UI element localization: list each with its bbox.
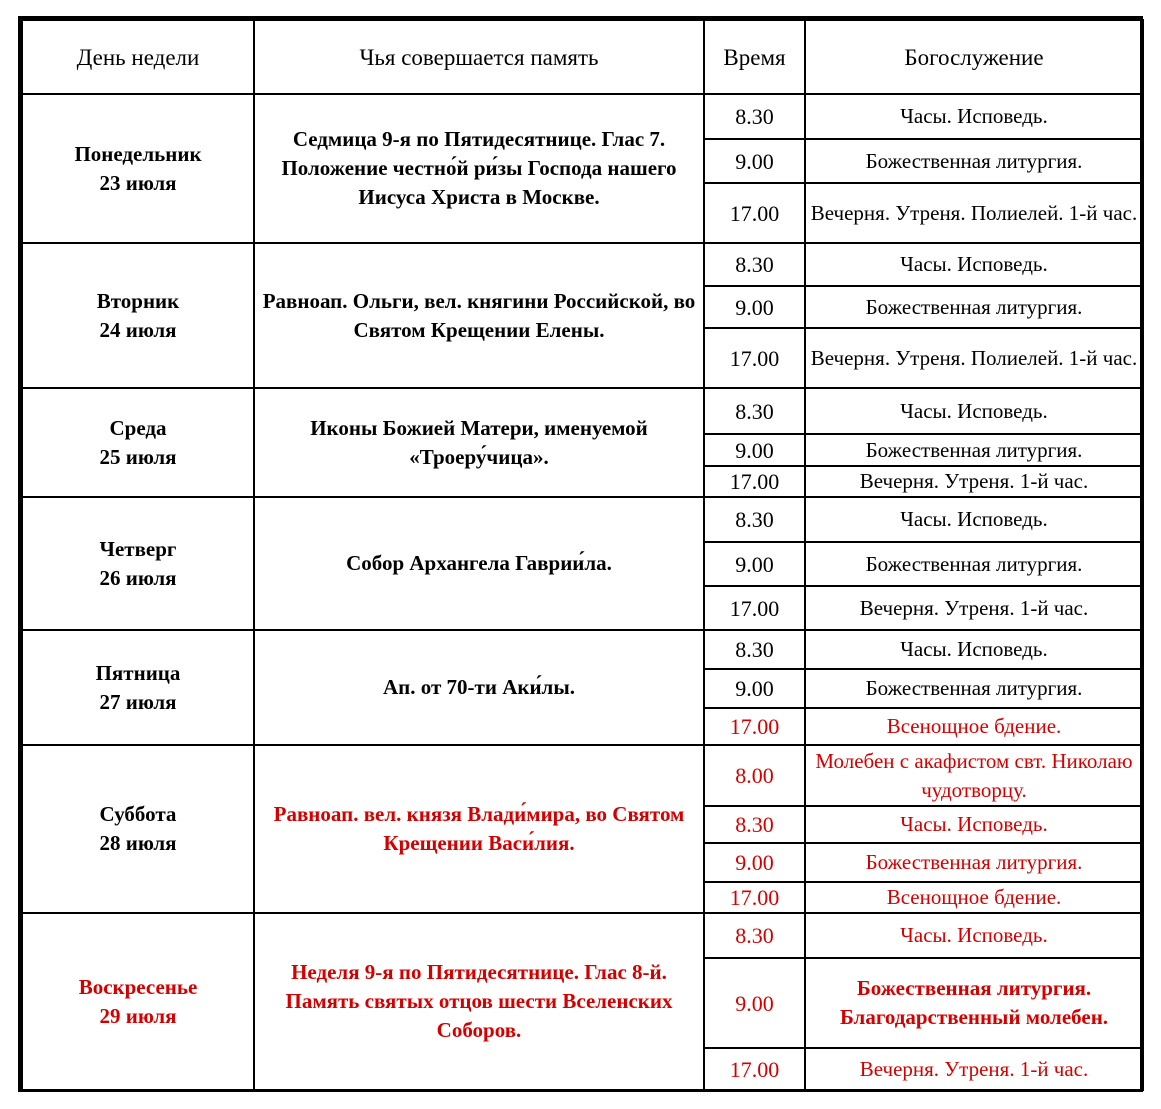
time-cell: 8.30: [704, 913, 805, 958]
service-cell: Вечерня. Утреня. 1-й час.: [805, 586, 1143, 630]
service-cell: Божественная литургия.: [805, 843, 1143, 882]
header-row: [22, 20, 1143, 94]
table-row: [22, 388, 1143, 434]
day-date: 23 июля: [99, 170, 177, 195]
time-cell: 9.00: [704, 139, 805, 183]
service-cell: Часы. Исповедь.: [805, 497, 1143, 542]
day-name: Понедельник: [74, 141, 202, 166]
service-cell: Вечерня. Утреня. 1-й час.: [805, 466, 1143, 497]
service-cell: Часы. Исповедь.: [805, 806, 1143, 843]
service-cell: Божественная литургия.: [805, 434, 1143, 466]
memory-cell: Неделя 9-я по Пятидесятнице. Глас 8-й. Память святых отцов шести Вселенских Соборов.: [254, 913, 704, 1090]
service-cell: Часы. Исповедь.: [805, 913, 1143, 958]
time-cell: 17.00: [704, 183, 805, 243]
service-cell: Вечерня. Утреня. 1-й час.: [805, 1048, 1143, 1090]
day-cell: [22, 745, 254, 913]
service-cell: Часы. Исповедь.: [805, 94, 1143, 139]
service-cell: Молебен с акафистом свт. Николаю чудотворцу.: [805, 745, 1143, 806]
memory-cell: Иконы Божией Матери, именуемой «Троеру́чица».: [254, 388, 704, 497]
service-cell: Вечерня. Утреня. Полиелей. 1-й час.: [805, 183, 1143, 243]
time-cell: 17.00: [704, 882, 805, 913]
time-cell: 9.00: [704, 958, 805, 1048]
time-cell: 17.00: [704, 708, 805, 745]
day-cell: [22, 630, 254, 745]
service-cell: Божественная литургия.: [805, 286, 1143, 328]
day-date: 29 июля: [99, 1003, 177, 1028]
day-name: Пятница: [95, 660, 181, 685]
time-cell: 9.00: [704, 434, 805, 466]
service-cell: Божественная литургия.: [805, 669, 1143, 708]
time-cell: 8.00: [704, 745, 805, 806]
header-time: Время: [704, 20, 805, 94]
memory-cell: Равноап. Ольги, вел. княгини Российской, во Святом Крещении Елены.: [254, 243, 704, 388]
day-name: Суббота: [99, 802, 177, 826]
time-cell: 17.00: [704, 466, 805, 497]
table-row: [22, 94, 1143, 139]
header-memory: Чья совершается память: [254, 20, 704, 94]
day-date: 26 июля: [99, 565, 177, 590]
day-date: 25 июля: [99, 444, 177, 469]
service-cell: Всенощное бдение.: [805, 708, 1143, 745]
service-cell: Всенощное бдение.: [805, 882, 1143, 913]
day-cell: [22, 94, 254, 243]
time-cell: 17.00: [704, 328, 805, 388]
day-cell: [22, 497, 254, 630]
header-service: Богослужение: [805, 20, 1143, 94]
service-cell: Божественная литургия.: [805, 542, 1143, 586]
service-cell: Вечерня. Утреня. Полиелей. 1-й час.: [805, 328, 1143, 388]
day-date: 24 июля: [99, 317, 177, 342]
time-cell: 8.30: [704, 497, 805, 542]
time-cell: 9.00: [704, 542, 805, 586]
day-cell: [22, 243, 254, 388]
table-row: [22, 745, 1143, 806]
table-row: [22, 913, 1143, 958]
service-cell: Божественная литургия. Благодарственный молебен.: [805, 958, 1143, 1048]
day-date: 27 июля: [99, 689, 177, 714]
time-cell: 8.30: [704, 630, 805, 669]
memory-cell: Седмица 9-я по Пятидесятнице. Глас 7. Положение честно́й ри́зы Господа нашего Иисуса Христа в Москве.: [254, 94, 704, 243]
time-cell: 8.30: [704, 243, 805, 286]
table-row: [22, 243, 1143, 286]
time-cell: 8.30: [704, 94, 805, 139]
time-cell: 9.00: [704, 669, 805, 708]
memory-cell: Собор Архангела Гаврии́ла.: [254, 497, 704, 630]
service-cell: Часы. Исповедь.: [805, 243, 1143, 286]
header-day: День недели: [22, 20, 254, 94]
time-cell: 17.00: [704, 1048, 805, 1090]
table-row: [22, 497, 1143, 542]
day-name: Среда: [109, 415, 167, 440]
day-date: 28 июля: [99, 831, 177, 855]
day-name: Воскресенье: [78, 974, 198, 999]
schedule-table: [21, 19, 1144, 1091]
day-cell: [22, 913, 254, 1090]
service-cell: Часы. Исповедь.: [805, 630, 1143, 669]
day-name: Четверг: [99, 536, 177, 561]
time-cell: 9.00: [704, 286, 805, 328]
day-cell: [22, 388, 254, 497]
time-cell: 8.30: [704, 388, 805, 434]
memory-cell: Равноап. вел. князя Влади́мира, во Святом Крещении Васи́лия.: [254, 745, 704, 913]
service-cell: Часы. Исповедь.: [805, 388, 1143, 434]
day-name: Вторник: [96, 288, 180, 313]
table-row: [22, 630, 1143, 669]
service-cell: Божественная литургия.: [805, 139, 1143, 183]
time-cell: 9.00: [704, 843, 805, 882]
memory-cell: Ап. от 70-ти Аки́лы.: [254, 630, 704, 745]
time-cell: 17.00: [704, 586, 805, 630]
time-cell: 8.30: [704, 806, 805, 843]
